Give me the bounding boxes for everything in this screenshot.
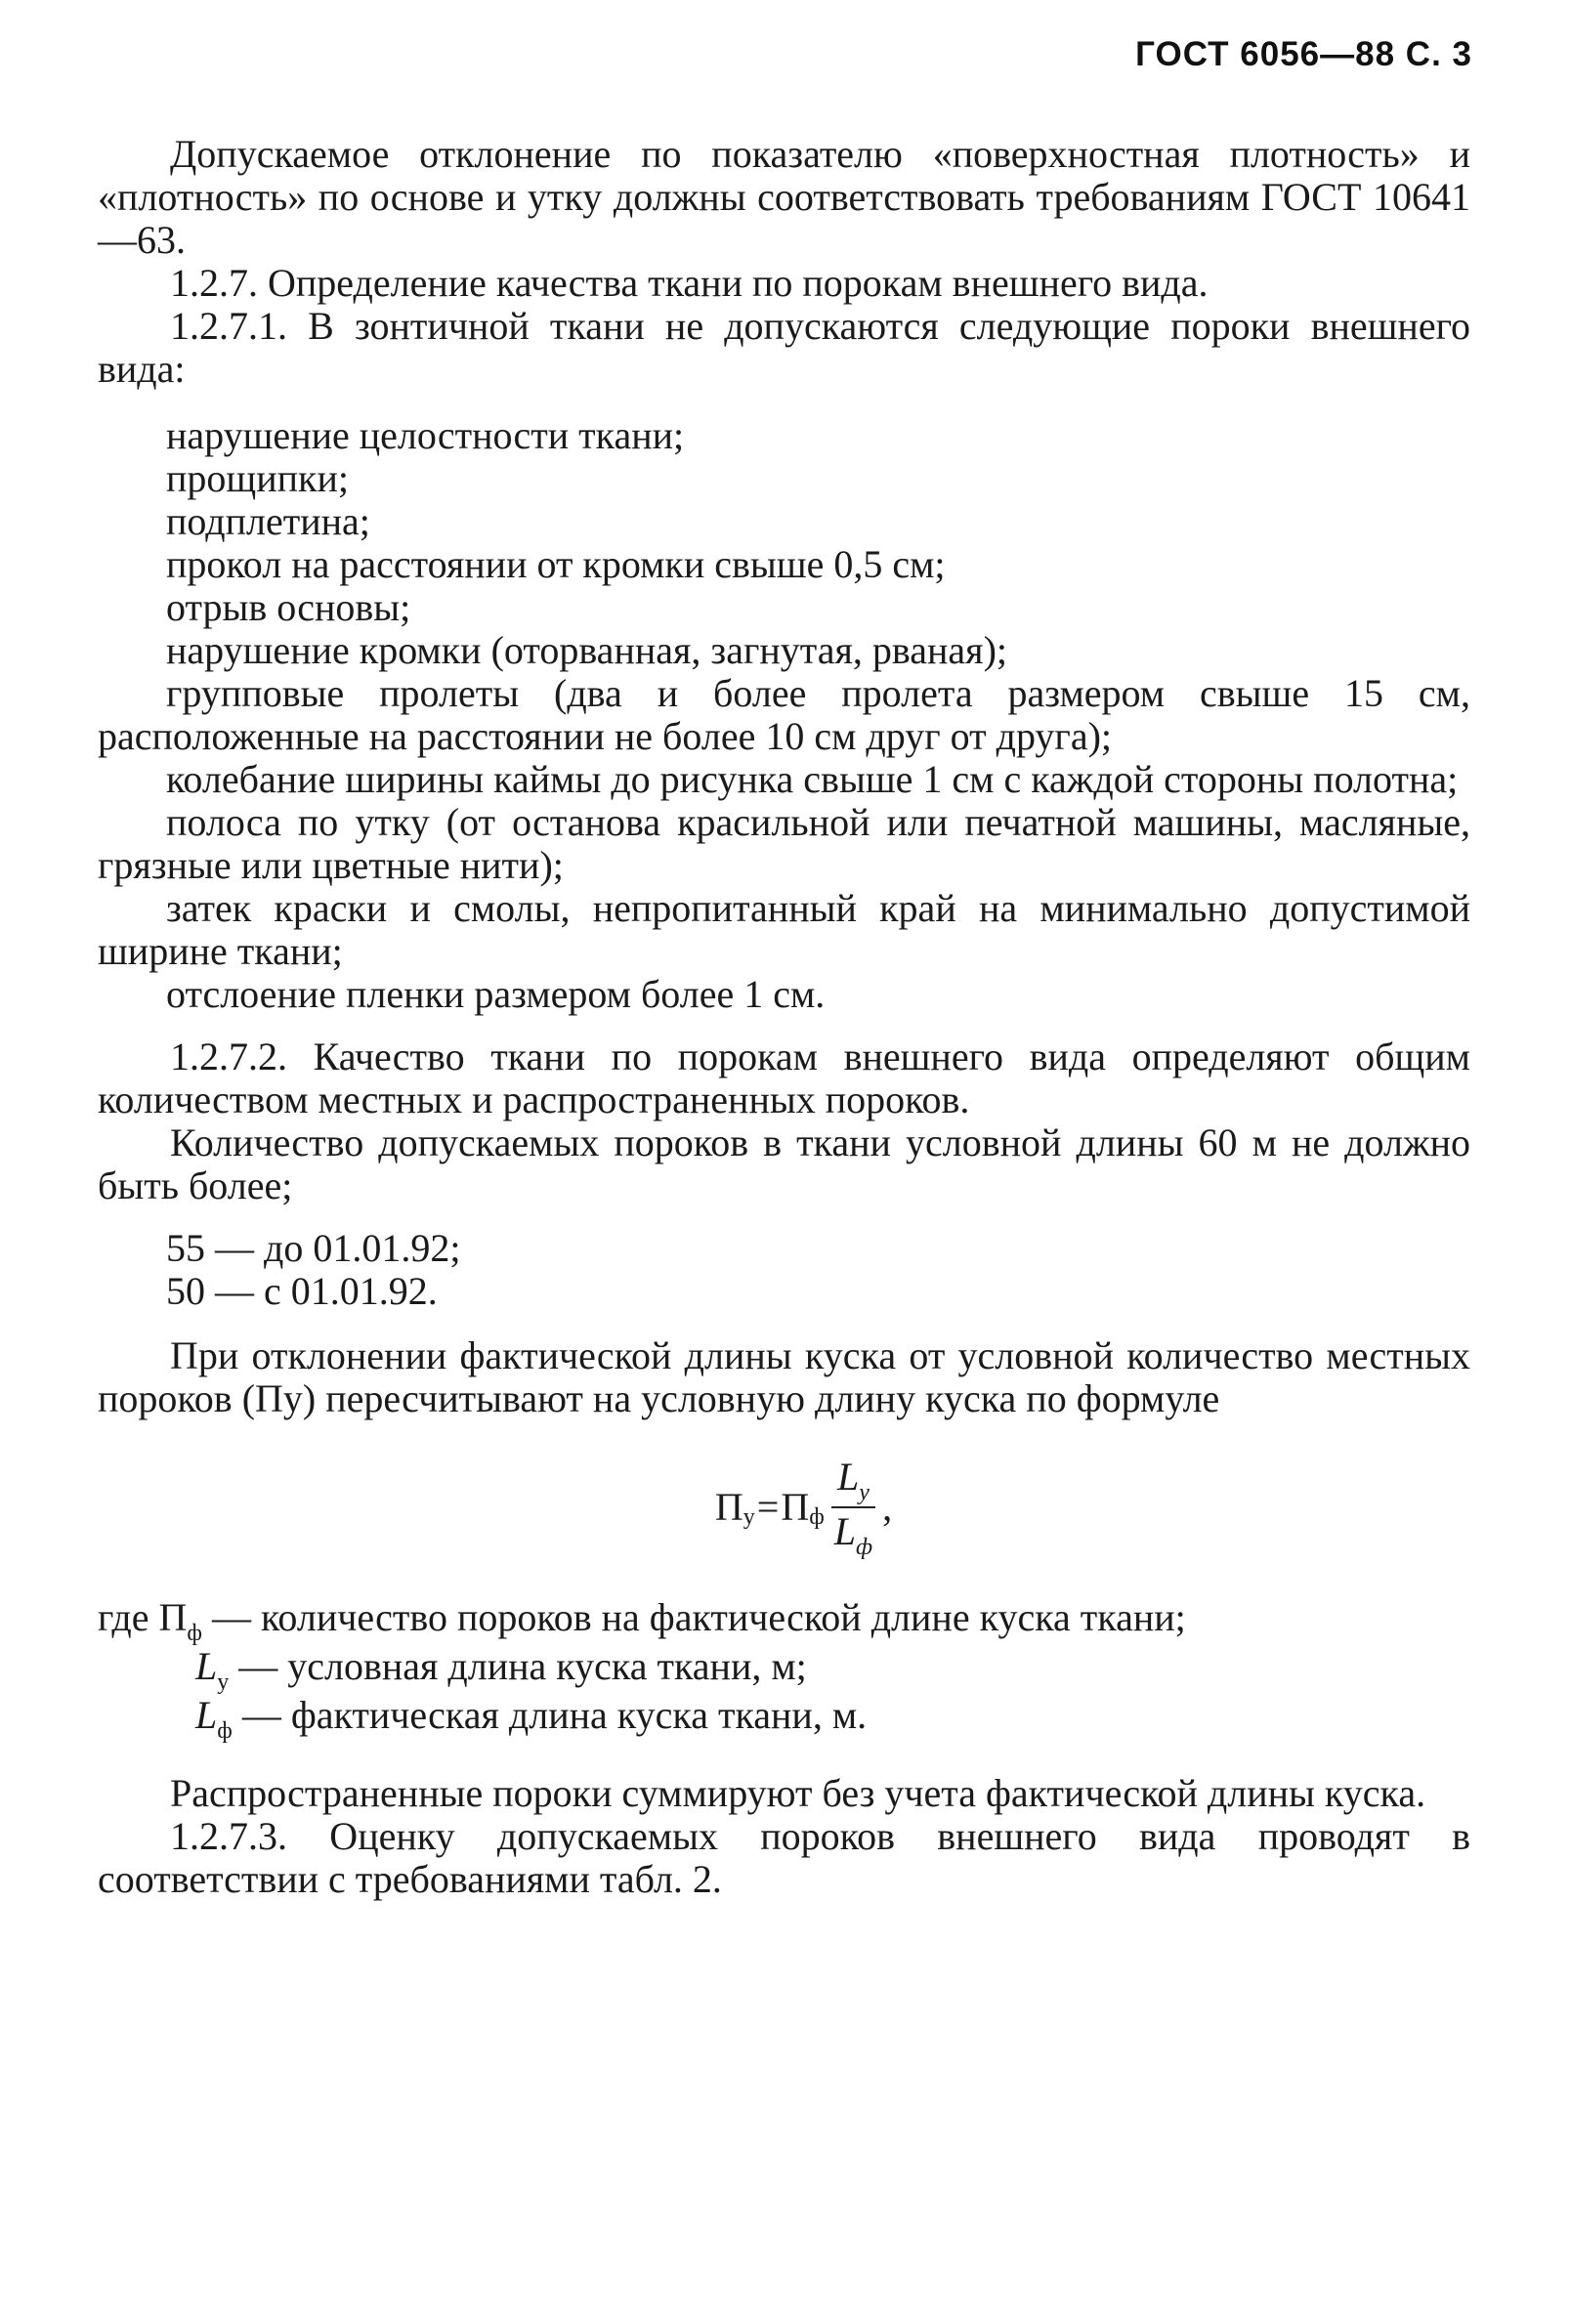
value-line: 50 — с 01.01.92. — [166, 1269, 438, 1313]
paragraph-widespread: Распространенные пороки суммируют без учета фактической длины куска. — [170, 1771, 1426, 1815]
list-item: колебание ширины каймы до рисунка свыше 1 см с каждой стороны полотна; — [166, 757, 1459, 801]
list-item: групповые пролеты (два и более пролета размером свыше 15 см, расположенные на расстоянии не более 10 см друг от друга); — [98, 671, 1470, 758]
allowed-values — [166, 1227, 1470, 1313]
list-item: прощипки; — [166, 456, 349, 500]
fraction-denominator: $L_ф$ — [833, 1509, 873, 1560]
page-header: ГОСТ 6056—88 С. 3 — [1135, 35, 1472, 73]
formula-lhs-sub: у — [743, 1504, 755, 1530]
document-body — [98, 133, 1470, 1901]
list-item: подплетина; — [166, 499, 370, 543]
paragraph-1-2-7-3: 1.2.7.3. Оценку допускаемых пороков внешнего вида проводят в соответствии с требованиями табл. 2. — [98, 1814, 1470, 1901]
formula-rhs: П — [781, 1485, 810, 1529]
legend-line: где $П_ф$ — количество пороков на фактической длине куска ткани; — [98, 1595, 1186, 1646]
paragraph-recalculation: При отклонении фактической длины куска от условной количество местных пороков (Пу) пересчитывают на условную длину куска по формуле — [98, 1333, 1470, 1420]
legend-line: $L_ф$ — фактическая длина куска ткани, м. — [195, 1693, 868, 1744]
list-item: полоса по утку (от останова красильной или печатной машины, масляные, грязные или цветные нити); — [98, 800, 1470, 887]
paragraph-1-2-7: 1.2.7. Определение качества ткани по порокам внешнего вида. — [170, 261, 1209, 305]
paragraph-1-2-7-1: 1.2.7.1. В зонтичной ткани не допускаются следующие пороки внешнего вида: — [98, 304, 1470, 391]
formula-lhs: П — [714, 1485, 743, 1529]
formula — [98, 1456, 1470, 1559]
formula-equals: = — [756, 1485, 780, 1529]
paragraph-1-2-7-2: 1.2.7.2. Качество ткани по порокам внешнего вида определяют общим количеством местных и распространенных пороков. — [98, 1035, 1470, 1121]
formula-fraction — [828, 1456, 878, 1559]
list-item: затек краски и смолы, непропитанный край на минимально допустимой ширине ткани; — [98, 886, 1470, 973]
list-item: нарушение целостности ткани; — [166, 413, 685, 457]
paragraph-allowed-count: Количество допускаемых пороков в ткани условной длины 60 м не должно быть более; — [98, 1120, 1470, 1207]
legend-line: $L_у$ — условная длина куска ткани, м; — [195, 1644, 807, 1695]
paragraph-deviation: Допускаемое отклонение по показателю «поверхностная плотность» и «плотность» по основе и утку должны соответствовать требованиям ГОСТ 10641—63. — [98, 132, 1470, 262]
formula-legend — [98, 1596, 1470, 1743]
fraction-numerator: $L_у$ — [831, 1456, 875, 1508]
formula-rhs-sub: ф — [809, 1504, 825, 1530]
formula-tail: , — [882, 1485, 893, 1529]
value-line: 55 — до 01.01.92; — [166, 1226, 461, 1270]
defects-list — [98, 414, 1470, 1016]
list-item: отрыв основы; — [166, 585, 411, 629]
list-item: нарушение кромки (оторванная, загнутая, рваная); — [166, 628, 1007, 672]
list-item: прокол на расстоянии от кромки свыше 0,5 см; — [166, 542, 946, 586]
list-item: отслоение пленки размером более 1 см. — [166, 972, 826, 1016]
